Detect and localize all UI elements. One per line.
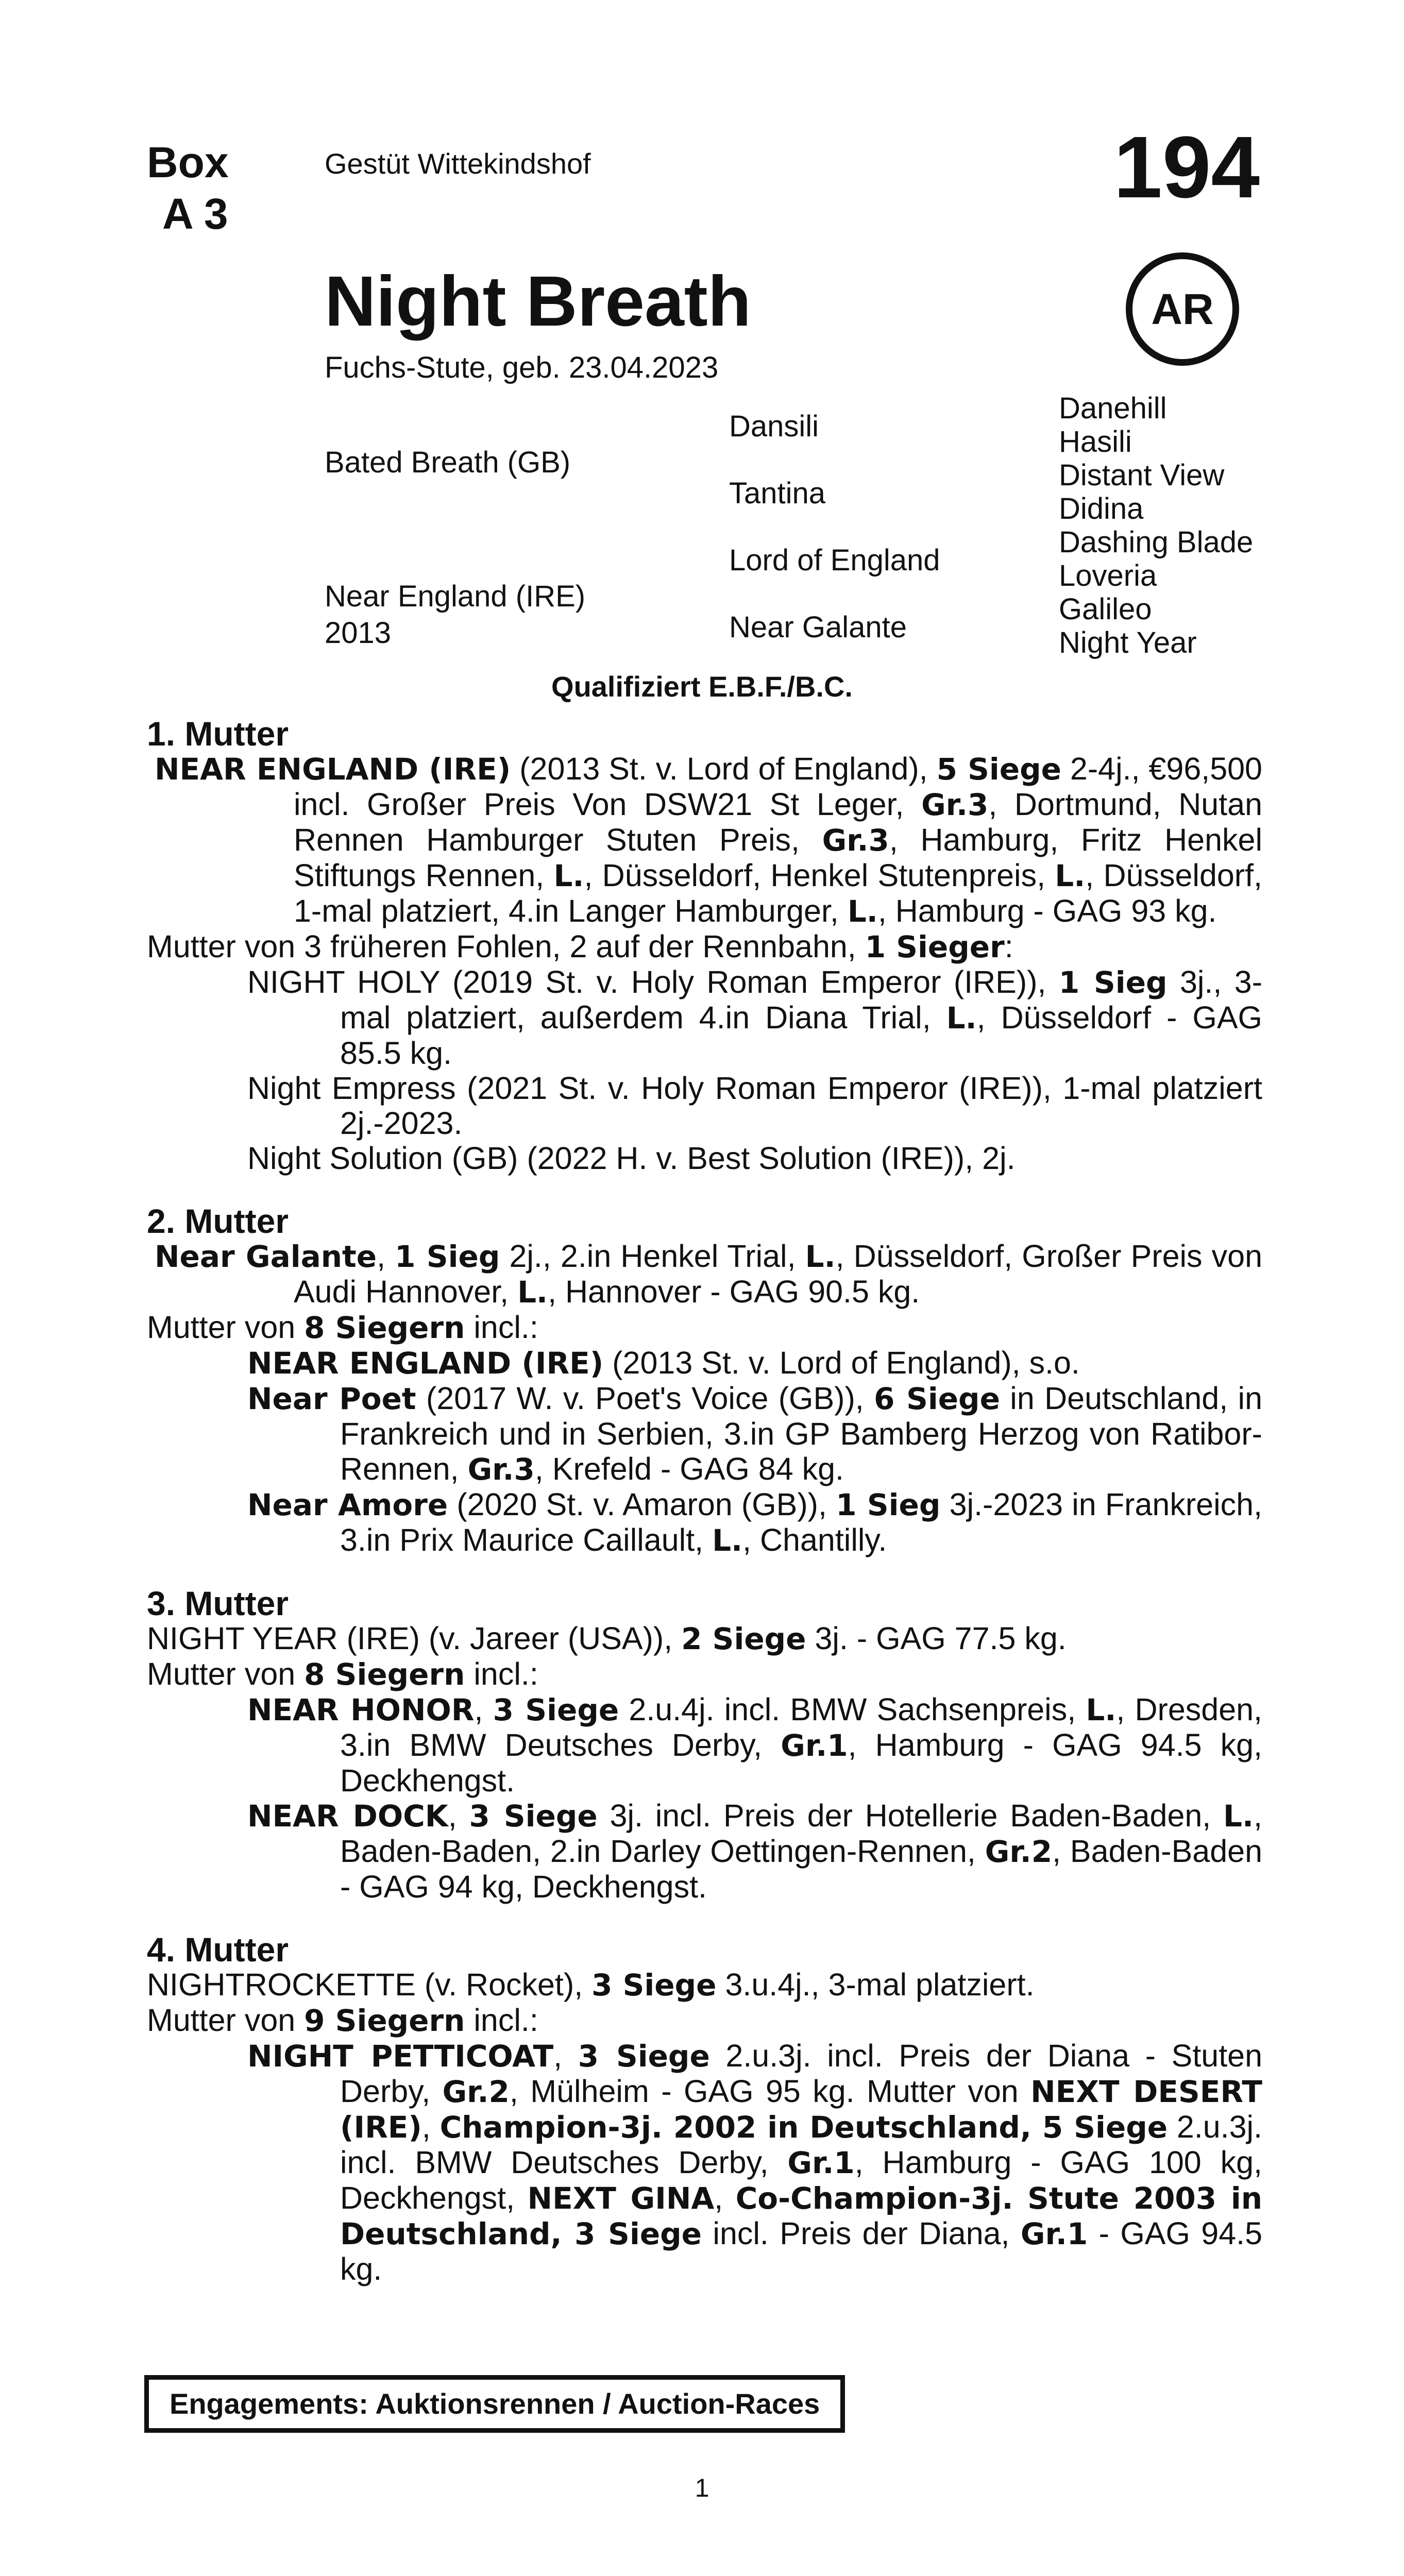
produce-near-england: NEAR ENGLAND (IRE) (2013 St. v. Lord of England), s.o.: [247, 1345, 1080, 1381]
produce-near-honor: NEAR HONOR, 3 Siege 2.u.4j. incl. BMW Sachsenpreis, L., Dresden, 3.in BMW Deutsches Derby, Gr.1, Hamburg - GAG 94.5 kg, Deckhengst.: [247, 1692, 1263, 1798]
stud-name: Gestüt Wittekindshof: [325, 147, 591, 180]
ggp-4: Didina: [1059, 492, 1144, 526]
dam-4-produce-summary: Mutter von 9 Siegern incl.:: [147, 2003, 538, 2038]
granddam-maternal: Near Galante: [729, 611, 907, 644]
section-2-title: 2. Mutter: [147, 1202, 289, 1240]
produce-night-solution: Night Solution (GB) (2022 H. v. Best Solution (IRE)), 2j.: [247, 1141, 1016, 1176]
dam-1-produce-summary: Mutter von 3 früheren Fohlen, 2 auf der Rennbahn, 1 Sieger:: [147, 929, 1013, 964]
ggp-1: Danehill: [1059, 392, 1167, 425]
horse-description: Fuchs-Stute, geb. 23.04.2023: [325, 351, 719, 384]
sire: Bated Breath (GB): [325, 446, 571, 479]
lot-number: 194: [1113, 118, 1260, 216]
dam-2-produce-summary: Mutter von 8 Siegern incl.:: [147, 1310, 538, 1345]
box-title: Box: [147, 138, 229, 187]
section-1-title: 1. Mutter: [147, 715, 289, 753]
ggp-6: Loveria: [1059, 559, 1157, 592]
ggp-2: Hasili: [1059, 425, 1132, 459]
produce-near-dock: NEAR DOCK, 3 Siege 3j. incl. Preis der Hotellerie Baden-Baden, L., Baden-Baden, 2.in Darley Oettingen-Rennen, Gr.2, Baden-Baden - GAG 94 kg, Deckhengst.: [247, 1798, 1262, 1904]
engagements-box: Engagements: Auktionsrennen / Auction-Races: [144, 2375, 845, 2433]
dam-year: 2013: [325, 616, 392, 650]
dam-3-produce-summary: Mutter von 8 Siegern incl.:: [147, 1656, 538, 1692]
produce-night-petticoat: NIGHT PETTICOAT, 3 Siege 2.u.3j. incl. Preis der Diana - Stuten Derby, Gr.2, Mülheim - GAG 95 kg. Mutter von NEXT DESERT (IRE), Champion-3j. 2002 in Deutschland, 5 Siege 2.u.3j. incl. BMW Deutsches Derby, Gr.1, Hamburg - GAG 100 kg, Deckhengst, NEXT GINA, Co-Champion-3j. Stute 2003 in Deutschland, 3 Siege incl. Preis der Diana, Gr.1 - GAG 94.5 kg.: [247, 2038, 1263, 2286]
dam-3-record: NIGHT YEAR (IRE) (v. Jareer (USA)), 2 Siege 3j. - GAG 77.5 kg.: [147, 1621, 1067, 1656]
ar-circle-icon: [1126, 252, 1239, 366]
section-3-title: 3. Mutter: [147, 1584, 289, 1622]
page-number: 1: [695, 2473, 709, 2502]
ggp-7: Galileo: [1059, 592, 1152, 626]
produce-near-poet: Near Poet (2017 W. v. Poet's Voice (GB)), 6 Siege in Deutschland, in Frankreich und in Serbien, 3.in GP Bamberg Herzog von Ratibor-Rennen, Gr.3, Krefeld - GAG 84 kg.: [247, 1381, 1262, 1487]
horse-name: Night Breath: [325, 262, 751, 341]
section-4-title: 4. Mutter: [147, 1930, 289, 1969]
qualification: Qualifiziert E.B.F./B.C.: [551, 670, 853, 703]
great-grandparents: [1059, 392, 1253, 659]
dam-2-record: Near Galante, 1 Sieg 2j., 2.in Henkel Trial, L., Düsseldorf, Großer Preis von Audi Hannover, L., Hannover - GAG 90.5 kg.: [155, 1239, 1263, 1310]
dam-1-record: NEAR ENGLAND (IRE) (2013 St. v. Lord of England), 5 Siege 2-4j., €96,500 incl. Großer Preis Von DSW21 St Leger, Gr.3, Dortmund, Nutan Rennen Hamburger Stuten Preis, Gr.3, Hamburg, Fritz Henkel Stiftungs Rennen, L., Düsseldorf, Henkel Stutenpreis, L., Düsseldorf, 1-mal platziert, 4.in Langer Hamburger, L., Hamburg - GAG 93 kg.: [155, 751, 1263, 929]
ggp-3: Distant View: [1059, 459, 1225, 492]
ar-badge-text: AR: [1151, 284, 1214, 333]
ggp-5: Dashing Blade: [1059, 526, 1254, 559]
grandsire-paternal: Dansili: [729, 410, 819, 443]
dam: Near England (IRE): [325, 580, 586, 613]
granddam-paternal: Tantina: [729, 477, 826, 510]
box-label: [147, 137, 229, 240]
ggp-8: Night Year: [1059, 626, 1197, 659]
produce-night-empress: Night Empress (2021 St. v. Holy Roman Emperor (IRE)), 1-mal platziert 2j.-2023.: [247, 1071, 1262, 1141]
produce-night-holy: NIGHT HOLY (2019 St. v. Holy Roman Emperor (IRE)), 1 Sieg 3j., 3-mal platziert, außerdem 4.in Diana Trial, L., Düsseldorf - GAG 85.5 kg.: [247, 964, 1263, 1071]
produce-near-amore: Near Amore (2020 St. v. Amaron (GB)), 1 Sieg 3j.-2023 in Frankreich, 3.in Prix Maurice Caillault, L., Chantilly.: [247, 1487, 1262, 1558]
dam-line: [147, 716, 1262, 2286]
box-number: A 3: [162, 190, 228, 238]
dam-4-record: NIGHTROCKETTE (v. Rocket), 3 Siege 3.u.4j., 3-mal platziert.: [147, 1967, 1035, 2003]
grandsire-maternal: Lord of England: [729, 544, 940, 577]
